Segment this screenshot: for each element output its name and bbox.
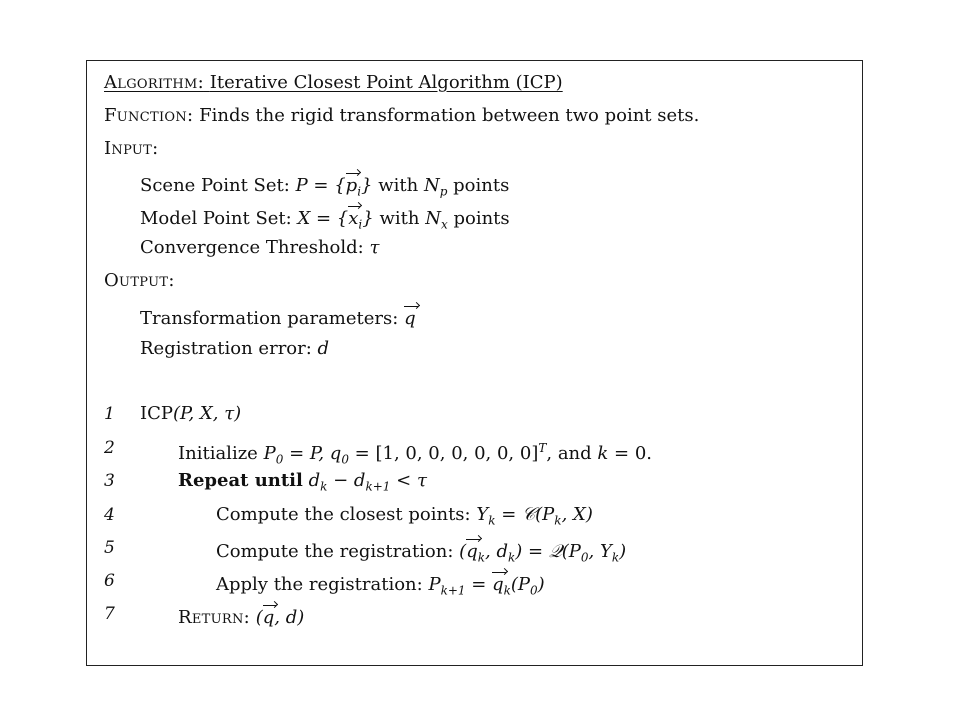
output-registration-error — [140, 338, 329, 360]
step-6-math: $P_{k+1} = q_k(P_0)$ — [428, 574, 544, 595]
input-convergence-threshold — [140, 237, 379, 259]
model-point-set-label: Model Point Set: — [140, 208, 292, 229]
step-5-math: ($q_k$, $d_k$) = $𝒬(P_0$, $Y_k$) — [459, 541, 626, 562]
step-number: 6 — [104, 571, 115, 591]
step-5 — [216, 537, 626, 569]
threshold-math: τ — [369, 237, 380, 258]
step-4-math: $Y_k$ = $𝒞(P_k$, X) — [476, 504, 593, 528]
step-2-vector: [1, 0, 0, 0, 0, 0, 0]$^T$, and k = 0. — [375, 441, 653, 464]
step-7-keyword: Return: — [178, 607, 250, 628]
step-1-text: ICP — [140, 403, 173, 424]
step-number: 4 — [104, 505, 115, 525]
step-6 — [216, 570, 545, 602]
input-scene-point-set — [140, 171, 509, 203]
step-number: 3 — [104, 471, 115, 491]
transform-label: Transformation parameters: — [140, 308, 399, 329]
step-number: 2 — [104, 438, 115, 458]
step-5-text: Compute the registration: — [216, 541, 454, 562]
scene-point-set-math: $P = \{p_i\}$ — [296, 175, 373, 196]
step-2-text: Initialize — [178, 443, 258, 464]
output-label: Output: — [104, 270, 175, 291]
step-7 — [178, 603, 304, 629]
function-label: Function: — [104, 105, 194, 126]
step-2-math: $P_0 = P$, $q_0$ = — [263, 443, 376, 467]
step-1 — [140, 403, 241, 425]
step-2 — [178, 437, 652, 471]
transform-math: q — [404, 308, 416, 329]
step-4 — [216, 504, 593, 532]
error-label: Registration error: — [140, 338, 312, 359]
step-1-math: (P, X, τ) — [173, 403, 242, 424]
step-4-text: Compute the closest points: — [216, 504, 471, 525]
function-line — [104, 105, 699, 127]
step-3-math: $d_k - d_{k+1} < \tau$ — [308, 470, 427, 494]
function-text: Finds the rigid transformation between two point sets. — [199, 105, 700, 126]
output-heading — [104, 270, 175, 292]
model-with-text: with — [379, 208, 420, 229]
algorithm-name: Iterative Closest Point Algorithm (ICP) — [209, 72, 563, 93]
model-points-text: points — [453, 208, 510, 229]
output-transformation-parameters — [140, 304, 416, 330]
step-number: 7 — [104, 604, 115, 624]
scene-with-text: with — [378, 175, 419, 196]
model-count-math: $N_x$ — [425, 208, 448, 232]
scene-count-math: $N_p$ — [423, 175, 448, 199]
algorithm-title — [104, 72, 563, 94]
model-point-set-math: $X = \{x_i\}$ — [297, 208, 373, 229]
error-math: d — [317, 338, 330, 359]
threshold-label: Convergence Threshold: — [140, 237, 364, 258]
step-number: 1 — [104, 404, 115, 424]
scene-points-text: points — [453, 175, 510, 196]
input-model-point-set — [140, 204, 510, 236]
scene-point-set-label: Scene Point Set: — [140, 175, 290, 196]
step-3 — [178, 470, 427, 498]
step-number: 5 — [104, 538, 115, 558]
input-heading — [104, 138, 159, 160]
step-6-text: Apply the registration: — [216, 574, 423, 595]
input-label: Input: — [104, 138, 159, 159]
algorithm-label: Algorithm: — [104, 72, 204, 93]
step-7-math: (q, d) — [256, 607, 305, 628]
step-3-keyword: Repeat until — [178, 470, 303, 491]
